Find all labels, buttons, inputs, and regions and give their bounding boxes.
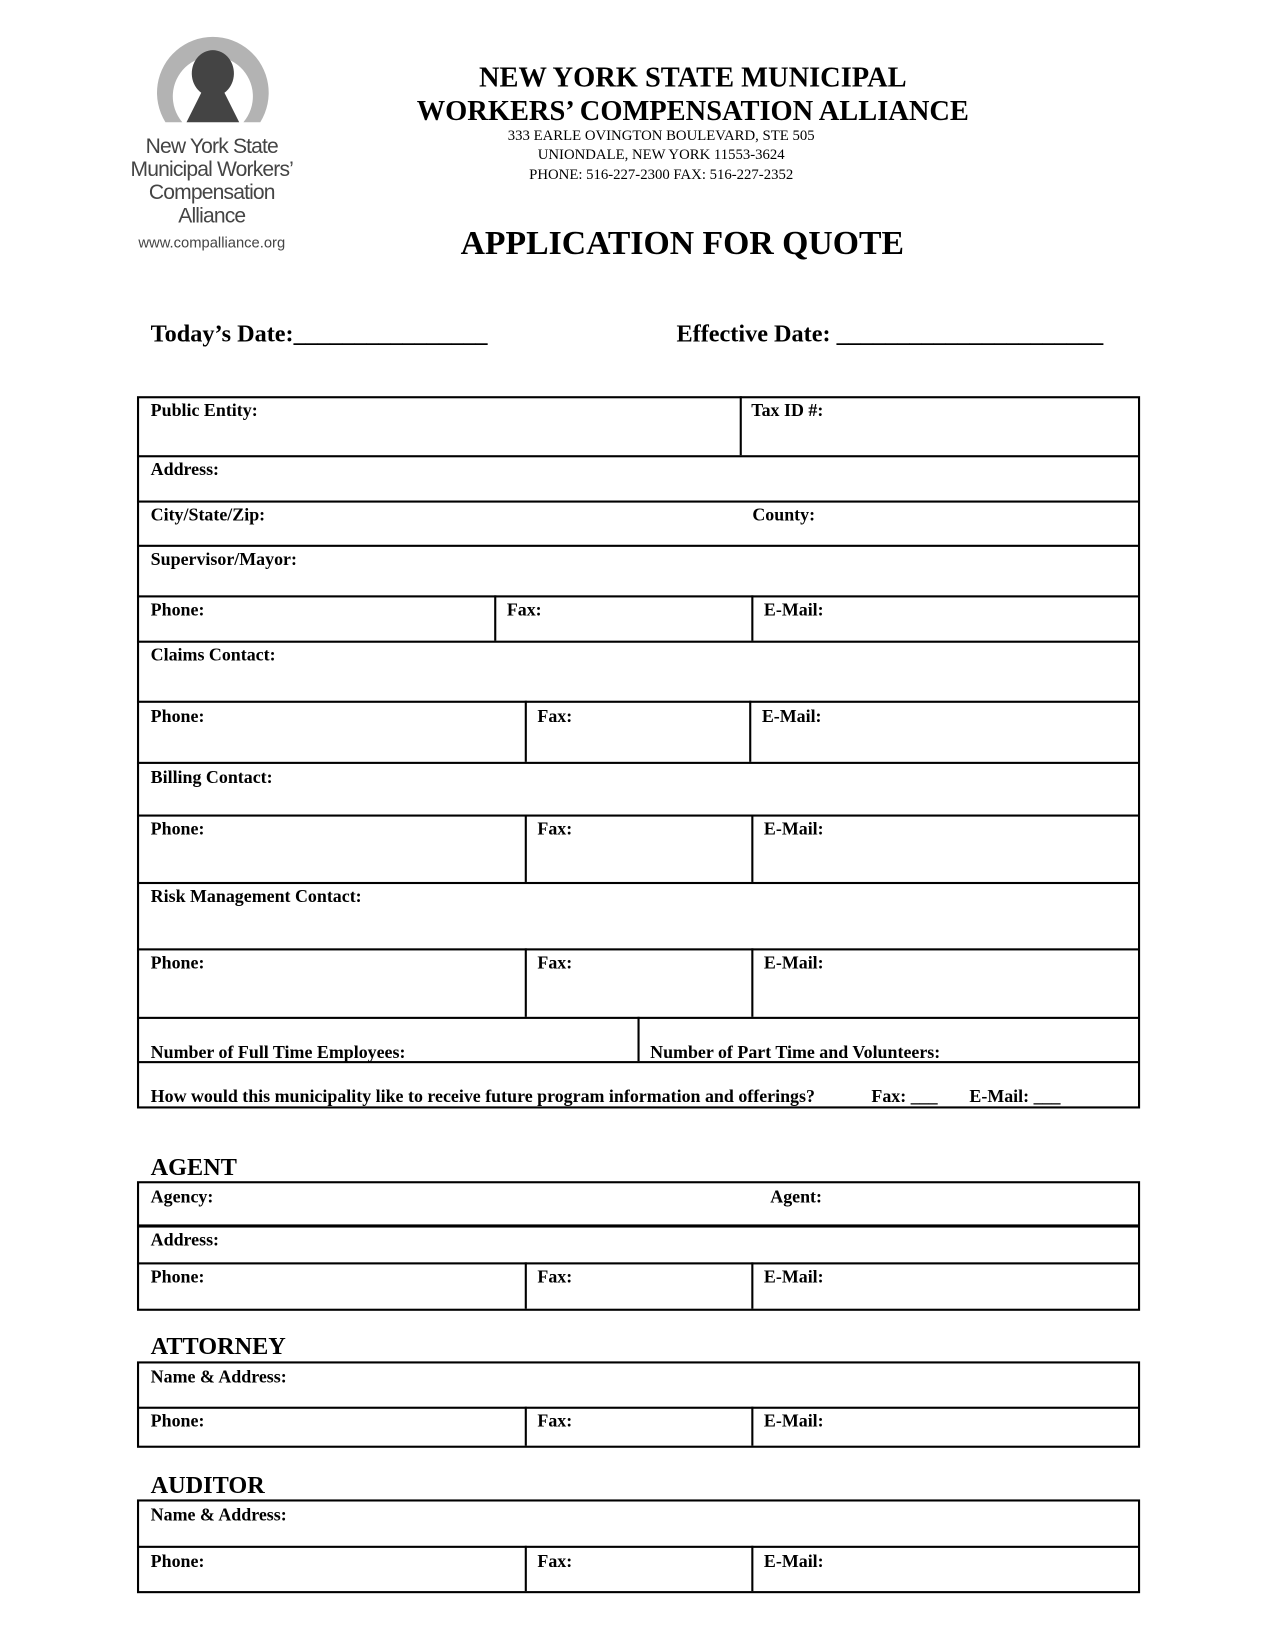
divider bbox=[137, 501, 1138, 503]
billing-fax-field[interactable]: Fax: bbox=[537, 818, 573, 839]
part-time-field[interactable]: Number of Part Time and Volunteers: bbox=[650, 1042, 941, 1063]
claims-email-field[interactable]: E-Mail: bbox=[761, 705, 822, 726]
claims-fax-field[interactable]: Fax: bbox=[537, 705, 573, 726]
logo-line: Alliance bbox=[178, 204, 246, 228]
city-state-zip-field[interactable]: City/State/Zip: bbox=[150, 504, 266, 525]
agent-email-field[interactable]: E-Mail: bbox=[763, 1266, 824, 1287]
org-title-line1: NEW YORK STATE MUNICIPAL bbox=[479, 61, 907, 93]
todays-date-field[interactable]: Today’s Date:________________ bbox=[150, 320, 488, 347]
attorney-fax-field[interactable]: Fax: bbox=[537, 1410, 573, 1431]
divider bbox=[751, 1546, 753, 1591]
tax-id-field[interactable]: Tax ID #: bbox=[751, 400, 824, 421]
form-title: APPLICATION FOR QUOTE bbox=[460, 223, 904, 262]
divider bbox=[751, 1262, 753, 1308]
attorney-email-field[interactable]: E-Mail: bbox=[763, 1410, 824, 1431]
agent-address-field[interactable]: Address: bbox=[150, 1229, 220, 1250]
divider bbox=[751, 1407, 753, 1446]
claims-phone-field[interactable]: Phone: bbox=[150, 705, 205, 726]
logo-line: New York State bbox=[145, 134, 278, 159]
divider bbox=[740, 396, 742, 455]
divider bbox=[751, 595, 753, 640]
divider bbox=[137, 545, 1138, 547]
risk-phone-field[interactable]: Phone: bbox=[150, 952, 205, 973]
future-info-question: How would this municipality like to receive future program information and offerings? bbox=[150, 1086, 815, 1107]
divider bbox=[137, 455, 1138, 457]
attorney-name-field[interactable]: Name & Address: bbox=[150, 1366, 287, 1387]
agent-fax-field[interactable]: Fax: bbox=[537, 1266, 573, 1287]
public-entity-field[interactable]: Public Entity: bbox=[150, 400, 258, 421]
auditor-name-field[interactable]: Name & Address: bbox=[150, 1504, 287, 1525]
divider bbox=[137, 1262, 1138, 1264]
divider bbox=[137, 1224, 1138, 1227]
divider bbox=[137, 1546, 1138, 1548]
org-phone: PHONE: 516-227-2300 FAX: 516-227-2352 bbox=[529, 167, 794, 184]
email-field[interactable]: E-Mail: bbox=[763, 599, 824, 620]
divider bbox=[525, 948, 527, 1016]
supervisor-field[interactable]: Supervisor/Mayor: bbox=[150, 548, 297, 569]
org-city: UNIONDALE, NEW YORK 11553-3624 bbox=[537, 147, 785, 164]
phone-field[interactable]: Phone: bbox=[150, 599, 205, 620]
divider bbox=[749, 701, 751, 762]
divider bbox=[137, 1407, 1138, 1409]
risk-email-field[interactable]: E-Mail: bbox=[763, 952, 824, 973]
billing-email-field[interactable]: E-Mail: bbox=[763, 818, 824, 839]
divider bbox=[751, 815, 753, 882]
auditor-phone-field[interactable]: Phone: bbox=[150, 1551, 205, 1572]
attorney-heading: ATTORNEY bbox=[150, 1332, 286, 1360]
billing-phone-field[interactable]: Phone: bbox=[150, 818, 205, 839]
alliance-logo-icon bbox=[155, 23, 271, 123]
risk-contact-field[interactable]: Risk Management Contact: bbox=[150, 886, 362, 907]
divider bbox=[494, 595, 496, 640]
entity-table bbox=[137, 396, 1140, 1108]
divider bbox=[137, 762, 1138, 764]
auditor-email-field[interactable]: E-Mail: bbox=[763, 1551, 824, 1572]
address-field[interactable]: Address: bbox=[150, 459, 220, 480]
divider bbox=[137, 882, 1138, 884]
fax-field[interactable]: Fax: bbox=[506, 599, 542, 620]
divider bbox=[137, 948, 1138, 950]
fax-option[interactable]: Fax: ___ bbox=[871, 1086, 938, 1107]
effective-date-field[interactable]: Effective Date: ______________________ bbox=[676, 320, 1104, 347]
divider bbox=[137, 641, 1138, 643]
divider bbox=[137, 815, 1138, 817]
agent-table bbox=[137, 1181, 1140, 1311]
logo-line: Municipal Workers’ bbox=[130, 158, 294, 182]
org-title-line2: WORKERS’ COMPENSATION ALLIANCE bbox=[416, 94, 969, 127]
divider bbox=[525, 1546, 527, 1591]
divider bbox=[137, 701, 1138, 703]
divider bbox=[137, 595, 1138, 597]
divider bbox=[525, 815, 527, 882]
divider bbox=[751, 948, 753, 1016]
attorney-table bbox=[137, 1361, 1140, 1447]
divider bbox=[637, 1017, 639, 1061]
county-field[interactable]: County: bbox=[752, 504, 816, 525]
full-time-employees-field[interactable]: Number of Full Time Employees: bbox=[150, 1042, 406, 1063]
billing-contact-field[interactable]: Billing Contact: bbox=[150, 767, 273, 788]
agent-heading: AGENT bbox=[150, 1153, 237, 1181]
divider bbox=[525, 1262, 527, 1308]
divider bbox=[525, 701, 527, 762]
agent-phone-field[interactable]: Phone: bbox=[150, 1266, 205, 1287]
auditor-fax-field[interactable]: Fax: bbox=[537, 1551, 573, 1572]
attorney-phone-field[interactable]: Phone: bbox=[150, 1410, 205, 1431]
email-option[interactable]: E-Mail: ___ bbox=[969, 1086, 1061, 1107]
claims-contact-field[interactable]: Claims Contact: bbox=[150, 644, 276, 665]
risk-fax-field[interactable]: Fax: bbox=[537, 952, 573, 973]
org-address: 333 EARLE OVINGTON BOULEVARD, STE 505 bbox=[507, 128, 815, 145]
logo-line: Compensation bbox=[148, 181, 275, 205]
auditor-heading: AUDITOR bbox=[150, 1472, 265, 1499]
agent-name-field[interactable]: Agent: bbox=[770, 1186, 823, 1207]
logo-url[interactable]: www.compalliance.org bbox=[138, 233, 286, 251]
agency-field[interactable]: Agency: bbox=[150, 1186, 214, 1207]
divider bbox=[525, 1407, 527, 1446]
logo-name bbox=[100, 135, 323, 228]
